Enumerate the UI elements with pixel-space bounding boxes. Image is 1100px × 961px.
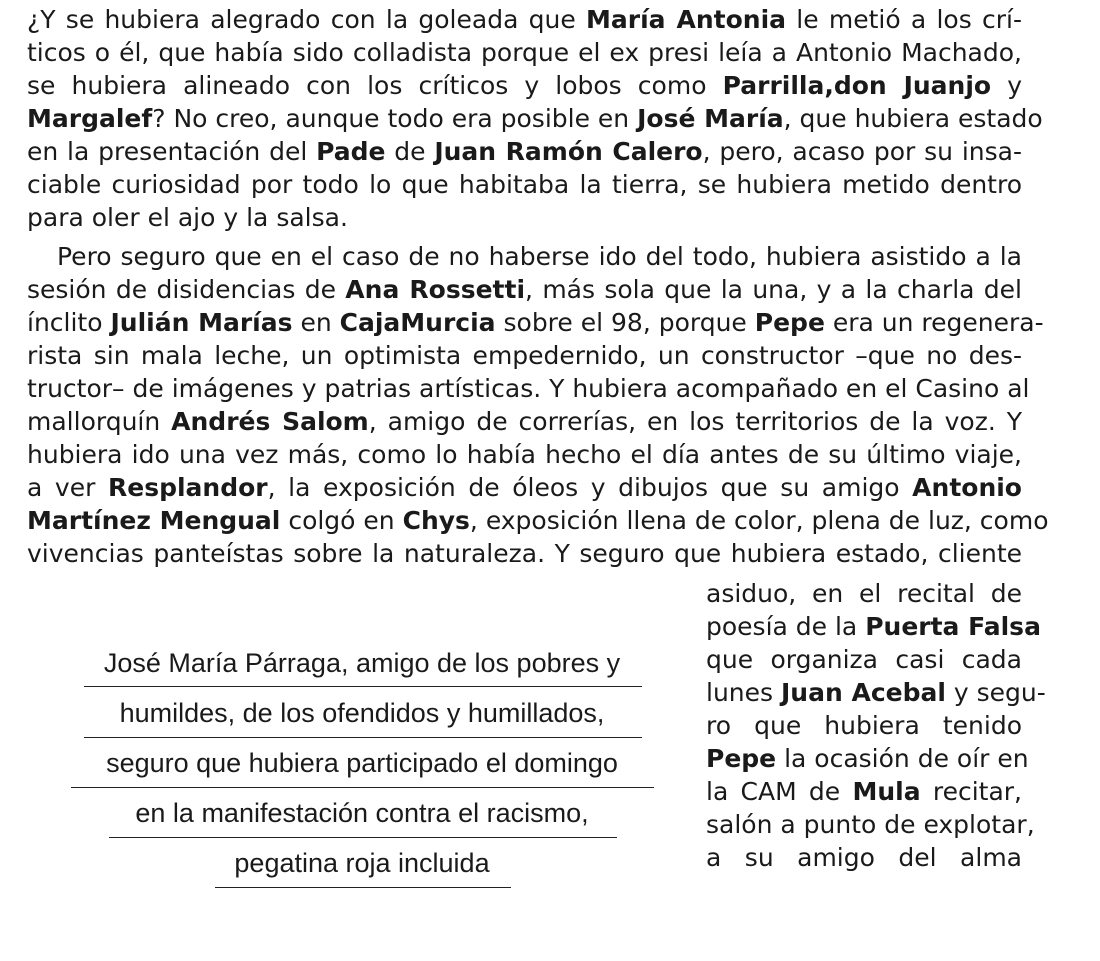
text-run: , que hubiera estado: [783, 104, 1043, 133]
text-line: [57, 240, 1022, 273]
text-run: ? No creo, aunque todo era posible en: [152, 104, 638, 133]
text-run: vivencias panteístas sobre la naturaleza. Y seguro que hubiera estado, cliente: [27, 539, 1022, 568]
bold-name: CajaMurcia: [339, 308, 496, 337]
text-line: [27, 273, 1022, 306]
text-line: [706, 577, 1022, 610]
text-run: , pero, acaso por su insa-: [702, 137, 1022, 166]
text-run: Pero seguro que en el caso de no haberse ido del todo, hubiera asistido a la: [57, 242, 1022, 271]
text-line: [27, 339, 1022, 372]
text-line: [27, 504, 1049, 537]
text-line: [27, 135, 1022, 168]
text-run: , amigo de correrías, en los territorios de la voz. Y: [368, 407, 1022, 436]
bold-name: Antonio: [912, 473, 1022, 502]
bold-name: José María: [637, 104, 784, 133]
pull-quote-rule: [215, 887, 511, 888]
text-run: a ver: [27, 473, 108, 502]
text-line: [27, 537, 1022, 570]
bold-name: Juan Ramón Calero: [434, 137, 703, 166]
bold-name: Chys: [402, 506, 470, 535]
text-run: ticos o él, que había sido colladista porque el ex presi leía a Antonio Machado,: [27, 38, 1022, 67]
text-run: , la exposición de óleos y dibujos que su amigo: [267, 473, 913, 502]
text-run: salón a punto de explotar,: [706, 810, 1035, 839]
text-run: la ocasión de oír en: [776, 744, 1029, 773]
bold-name: Ana Rossetti: [345, 275, 526, 304]
pull-quote-rule: [109, 837, 617, 838]
text-line: [27, 405, 1022, 438]
text-run: , exposición llena de color, plena de luz, como: [469, 506, 1049, 535]
text-run: y segu-: [945, 678, 1046, 707]
text-run: de: [385, 137, 435, 166]
text-line: [706, 775, 1022, 808]
text-run: hubiera ido una vez más, como lo había hecho el día antes de su último viaje,: [27, 440, 1022, 469]
bold-name: Andrés Salom: [171, 407, 369, 436]
text-run: lunes: [706, 678, 781, 707]
pull-quote-line: seguro que hubiera participado el domingo: [106, 748, 618, 778]
text-line: [706, 610, 1041, 643]
text-run: que organiza casi cada: [706, 645, 1022, 674]
text-line: [706, 709, 1022, 742]
text-line: [27, 69, 1022, 102]
text-run: asiduo, en el recital de: [706, 579, 1022, 608]
bold-name: Mula: [852, 777, 921, 806]
text-run: en: [292, 308, 340, 337]
text-run: ro que hubiera tenido: [706, 711, 1022, 740]
text-line: [706, 676, 1046, 709]
text-run: ciable curiosidad por todo lo que habitaba la tierra, se hubiera metido dentro: [27, 170, 1022, 199]
text-line: [706, 808, 1035, 841]
text-run: ínclito: [27, 308, 111, 337]
pull-quote-rule: [84, 737, 642, 738]
bold-name: Pade: [316, 137, 386, 166]
bold-name: Martínez Mengual: [27, 506, 281, 535]
pull-quote-line: José María Párraga, amigo de los pobres y: [103, 648, 621, 678]
bold-name: Margalef: [27, 104, 153, 133]
text-run: rista sin mala leche, un optimista empedernido, un constructor –que no des-: [27, 341, 1022, 370]
text-line: [706, 742, 1029, 775]
pull-quote-rule: [84, 686, 642, 687]
text-run: recitar,: [920, 777, 1022, 806]
pull-quote-line: humildes, de los ofendidos y humillados,: [119, 698, 605, 728]
text-line: [27, 36, 1022, 69]
text-run: se hubiera alineado con los críticos y lobos como: [27, 71, 723, 100]
text-run: sobre el 98, porque: [495, 308, 755, 337]
text-run: en la presentación del: [27, 137, 317, 166]
text-run: mallorquín: [27, 407, 172, 436]
text-run: y: [991, 71, 1022, 100]
bold-name: Resplandor: [108, 473, 268, 502]
text-line: [27, 3, 1022, 36]
text-line: [27, 471, 1022, 504]
text-run: , más sola que la una, y a la charla del: [525, 275, 1022, 304]
text-run: a su amigo del alma: [706, 843, 1022, 872]
text-line: [27, 168, 1022, 201]
text-run: colgó en: [280, 506, 403, 535]
text-run: poesía de la: [706, 612, 866, 641]
bold-name: Julián Marías: [110, 308, 293, 337]
text-line: [27, 102, 1043, 135]
text-line: [706, 643, 1022, 676]
bold-name: Pepe: [754, 308, 825, 337]
text-line: [27, 201, 1022, 234]
bold-name: Juan Acebal: [781, 678, 946, 707]
text-line: [706, 841, 1022, 874]
pull-quote-line: en la manifestación contra el racismo,: [135, 798, 589, 828]
text-line: [27, 306, 1044, 339]
text-run: sesión de disidencias de: [27, 275, 346, 304]
text-line: [27, 438, 1022, 471]
text-run: le metió a los crí-: [786, 5, 1023, 34]
text-run: ¿Y se hubiera alegrado con la goleada que: [27, 5, 586, 34]
bold-name: María Antonia: [586, 5, 787, 34]
text-run: para oler el ajo y la salsa.: [27, 203, 348, 232]
text-run: la CAM de: [706, 777, 853, 806]
bold-name: Pepe: [706, 744, 777, 773]
text-run: tructor– de imágenes y patrias artísticas. Y hubiera acompañado en el Casino al: [27, 374, 1030, 403]
text-run: era un regenera-: [824, 308, 1044, 337]
pull-quote-line: pegatina roja incluida: [234, 848, 490, 878]
pull-quote-rule: [71, 787, 654, 788]
bold-name: Parrilla,don Juanjo: [722, 71, 992, 100]
text-line: [27, 372, 1030, 405]
bold-name: Puerta Falsa: [865, 612, 1041, 641]
